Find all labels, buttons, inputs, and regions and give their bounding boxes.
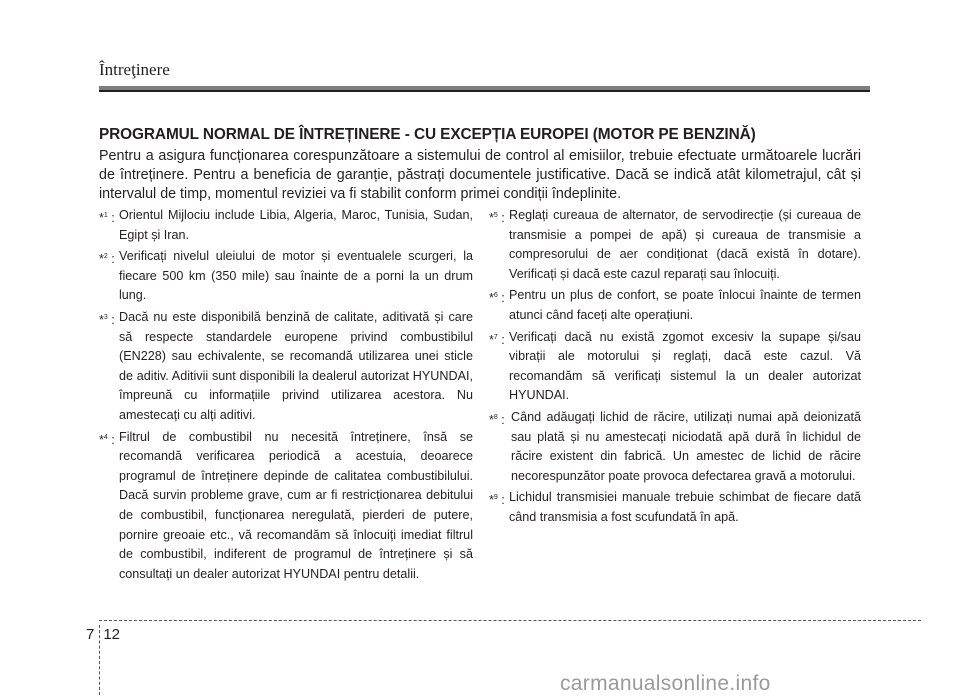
notes-column-left xyxy=(99,206,473,586)
chapter-number: 7 xyxy=(86,626,95,643)
page-number xyxy=(86,626,120,643)
footnote-marker: *$^6$ : xyxy=(489,291,505,306)
footnote-9 xyxy=(489,488,861,527)
section-title: PROGRAMUL NORMAL DE ÎNTREȚINERE - CU EXCEPȚIA EUROPEI (MOTOR PE BENZINĂ) xyxy=(99,126,756,143)
footer-divider xyxy=(99,620,921,621)
footnote-marker: *$^8$ : xyxy=(489,412,505,427)
footnote-text: Verificați nivelul uleiului de motor și eventualele scurgeri, la fiecare 500 km (350 mile) sau înainte de a porni la un drum lung. xyxy=(119,249,473,303)
footnote-2 xyxy=(99,247,473,306)
footnote-marker: *$^9$ : xyxy=(489,493,505,508)
footnote-text: Lichidul transmisiei manuale trebuie schimbat de fiecare dată când transmisia a fost scufundată în apă. xyxy=(509,490,861,524)
footnote-marker: *$^2$ : xyxy=(99,252,115,267)
footnote-marker: *$^3$ : xyxy=(99,312,115,327)
footnote-1 xyxy=(99,206,473,245)
footnote-text: Pentru un plus de confort, se poate înlocui înainte de termen atunci când faceți alte operațiuni. xyxy=(509,288,861,322)
footnote-7 xyxy=(489,328,861,406)
footnote-text: Verificați dacă nu există zgomot excesiv la supape și/sau vibrații ale motorului și reglați, dacă este cazul. Vă recomandăm să verificați sistemul la un dealer autorizat HYUNDAI. xyxy=(509,329,861,403)
footnote-text: Filtrul de combustibil nu necesită întreținere, însă se recomandă verificarea periodică a acestuia, deoarece programul de întreținere depinde de calitatea combustibilului. Dacă survin probleme grave, cum ar fi restricționarea debitului de combustibil, funcționarea neregulată, pierderi de putere, pornire greoaie etc., vă recomandăm să înlocuiți imediat filtrul de combustibil, indiferent de programul de întreținere și să consultați un dealer autorizat HYUNDAI pentru detalii. xyxy=(119,429,473,581)
intro-paragraph: Pentru a asigura funcționarea corespunzătoare a sistemului de control al emisiilor, trebuie efectuate următoarele lucrări de întreținere. Pentru a beneficia de garanție, păstrați documentele justificative. Dacă se indică atât kilometrajul, cât și intervalul de timp, momentul reviziei va fi stabilit conform primei condiții îndeplinite. xyxy=(99,148,861,202)
footnote-text: Când adăugați lichid de răcire, utilizați numai apă deionizată sau plată și nu amestecați niciodată apă dură în lichidul de răcire existent din fabrică. Un amestec de lichid de răcire necorespunzător poate provoca defectarea gravă a motorului. xyxy=(511,409,861,483)
watermark: carmanualsonline.info xyxy=(560,672,771,695)
footnote-3 xyxy=(99,308,473,426)
footnote-5 xyxy=(489,206,861,284)
header-rule-dark xyxy=(99,90,870,92)
footnote-6 xyxy=(489,286,861,325)
footnote-marker: *$^7$ : xyxy=(489,332,505,347)
footnote-text: Reglați cureaua de alternator, de servodirecție (și cureaua de transmisie a pompei de apă) și cureaua de transmisie a compresorului de aer condiționat (dacă există în dotare). Verificați și dacă este cazul reparați sau înlocuiți. xyxy=(509,208,861,281)
notes-column-right xyxy=(489,206,861,530)
footnote-text: Orientul Mijlociu include Libia, Algeria, Maroc, Tunisia, Sudan, Egipt și Iran. xyxy=(119,208,473,242)
footnote-marker: *$^1$ : xyxy=(99,211,115,225)
footnote-marker: *$^5$ : xyxy=(489,211,505,225)
footnote-marker: *$^4$ : xyxy=(99,432,115,447)
footnote-text: Dacă nu este disponibilă benzină de calitate, aditivată și care să respecte standardele europene privind combustibilul (EN228) sau echivalente, se recomandă utilizarea unei sticle de aditiv. Aditivii sunt disponibili la dealerul autorizat HYUNDAI, împreună cu informațiile privind utilizarea acestora. Nu amestecați cu alți aditivi. xyxy=(119,309,473,422)
footnote-4 xyxy=(99,428,473,585)
footnote-8 xyxy=(489,408,861,486)
chapter-title: Întreţinere xyxy=(99,60,170,79)
page-number-value: 12 xyxy=(103,626,121,643)
